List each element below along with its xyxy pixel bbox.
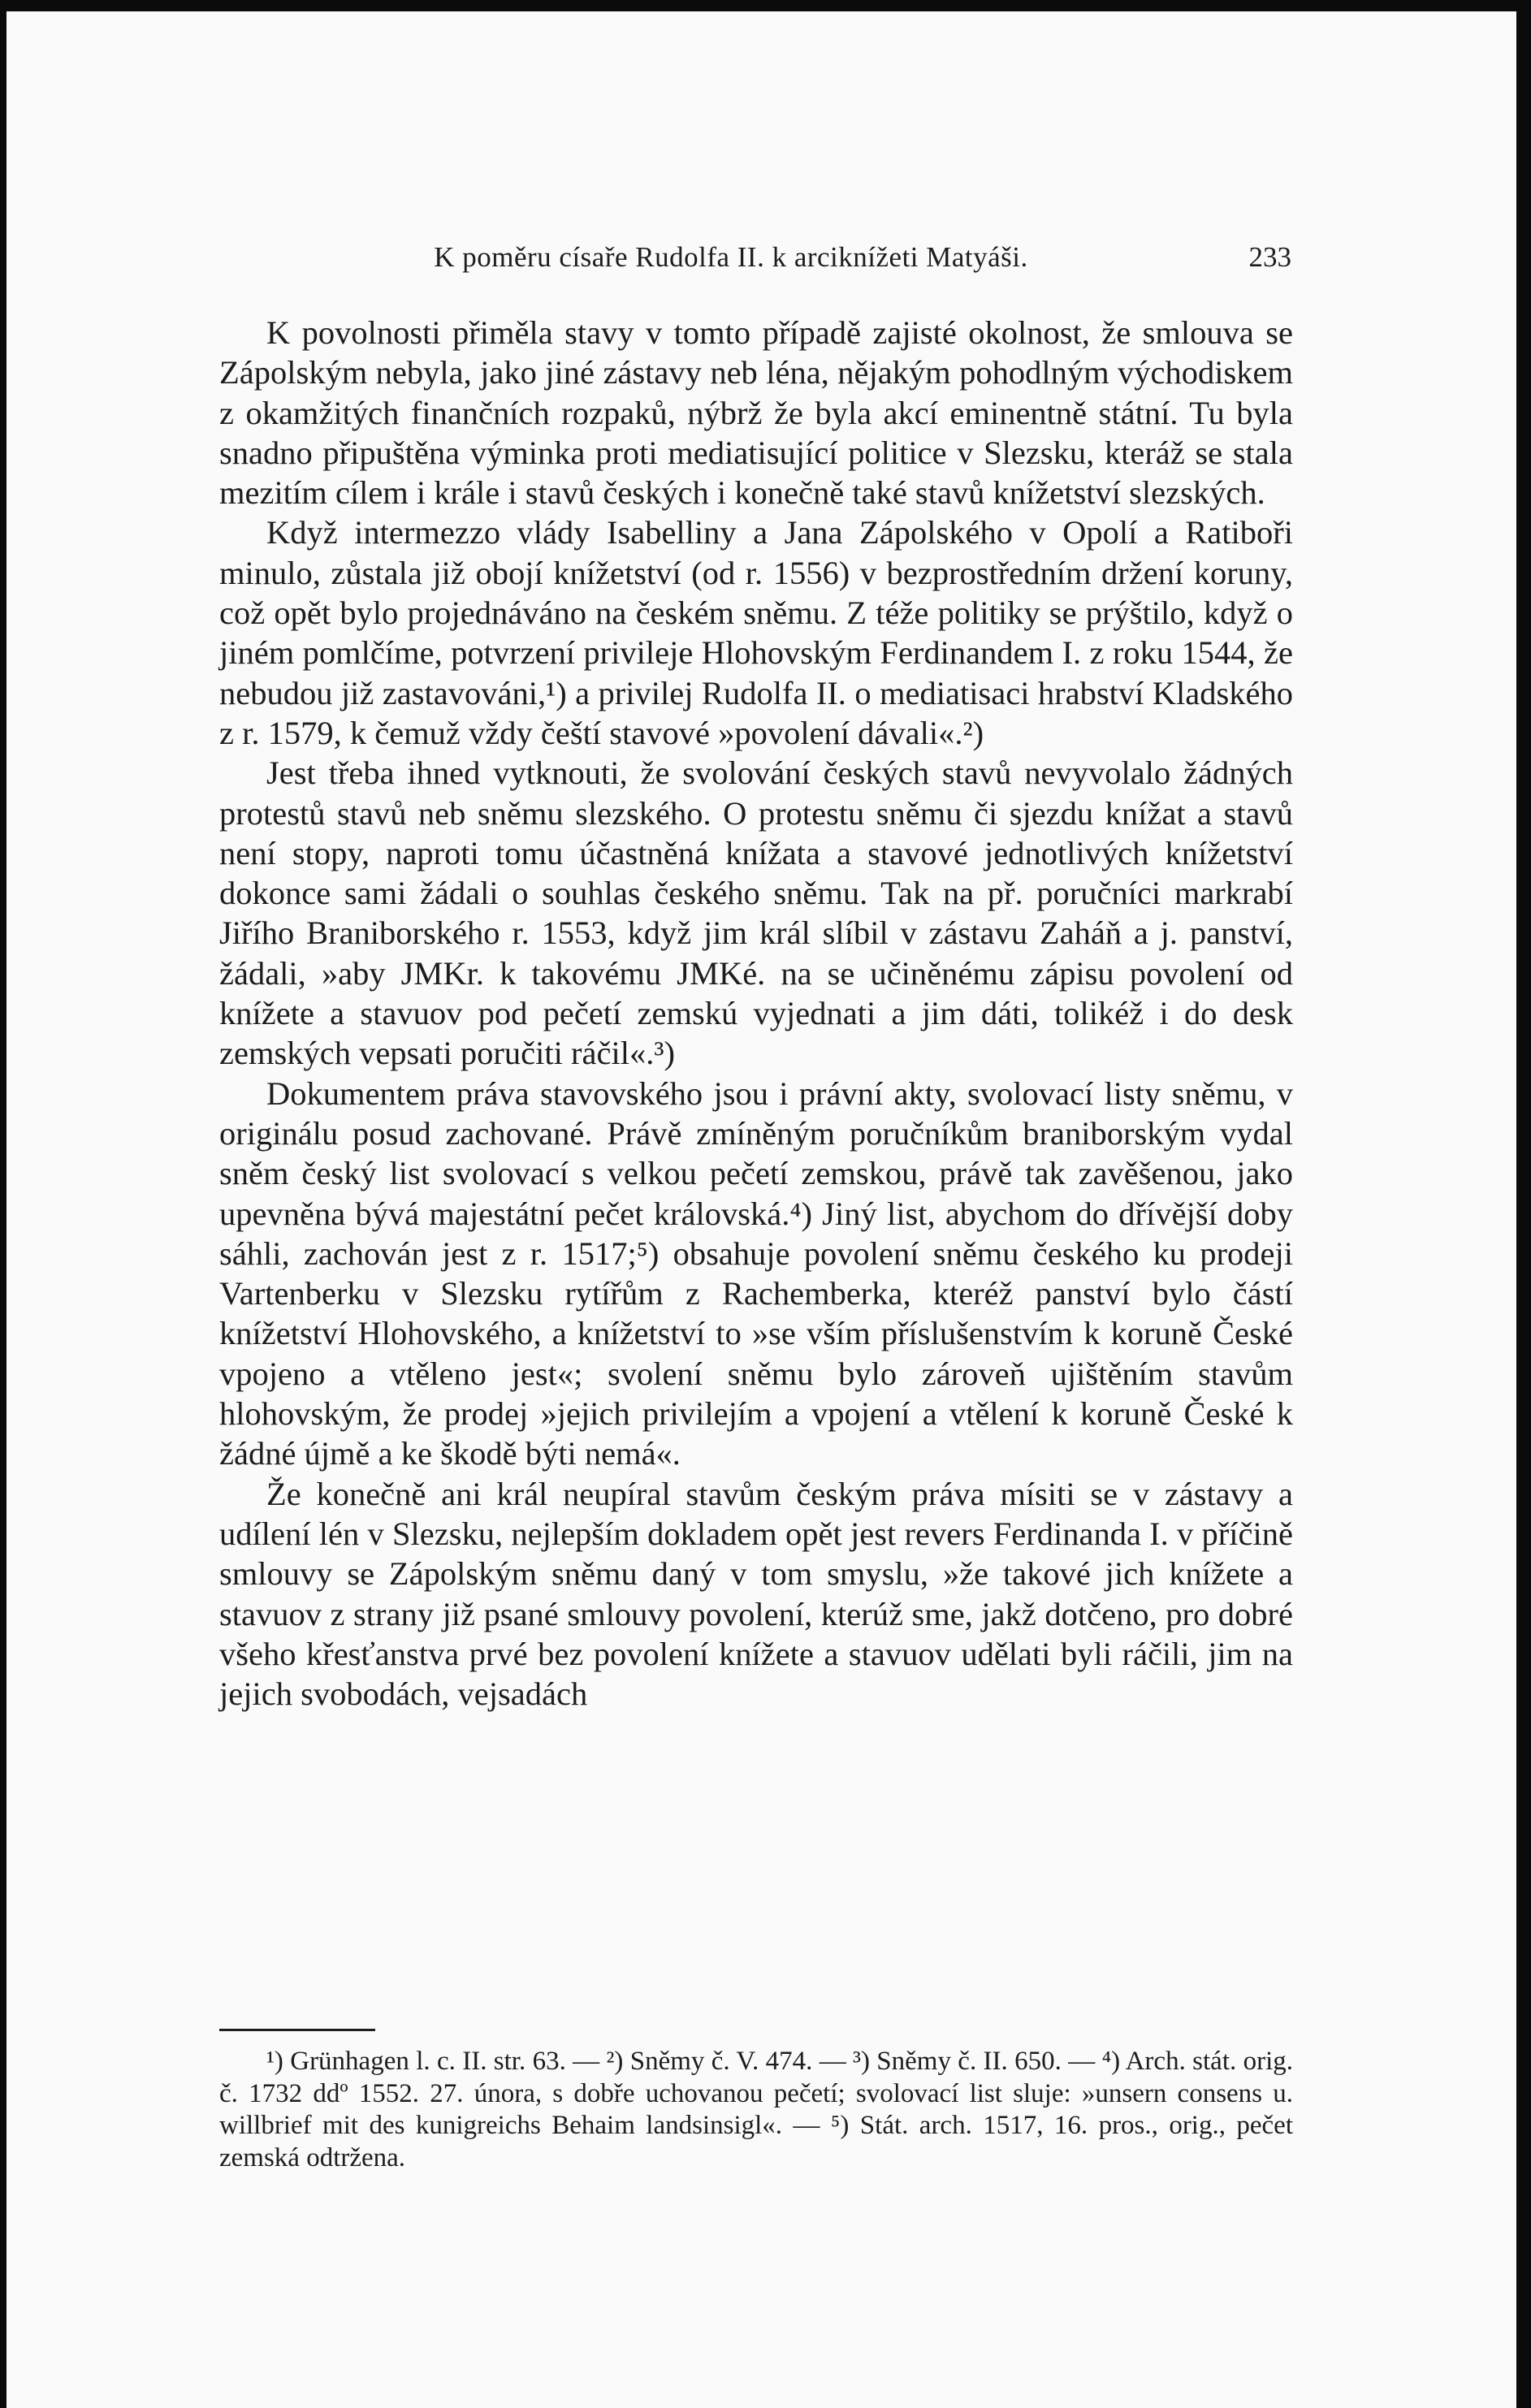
- scan-border-top: [0, 0, 1531, 11]
- paragraph: Když intermezzo vlády Isabelliny a Jana Zápolského v Opolí a Ratiboři minulo, zůstala již obojí knížetství (od r. 1556) v bezprostředním držení koruny, což opět bylo projednáváno na českém sněmu. Z téže politiky se prýštilo, když o jiném pomlčíme, potvrzení privileje Hlohovským Ferdinandem I. z roku 1544, že nebudou již zastavováni,¹) a privilej Rudolfa II. o mediatisaci hrabství Kladského z r. 1579, k čemuž vždy čeští stavové »povolení dávali«.²): [219, 514, 1293, 751]
- footnote-text: ¹) Grünhagen l. c. II. str. 63. — ²) Sněmy č. V. 474. — ³) Sněmy č. II. 650. — ⁴) Arch. stát. orig. č. 1732 ddº 1552. 27. února, s dobře uchovanou pečetí; svolovací list sluje: »unsern consens u. willbrief mit des kunigreichs Behaim landsinsigl«. — ⁵) Stát. arch. 1517, 16. pros., orig., pečet zemská odtržena.: [219, 2047, 1293, 2172]
- paragraph: K povolnosti přiměla stavy v tomto případě zajisté okolnost, že smlouva se Zápolským nebyla, jako jiné zástavy neb léna, nějakým pohodlným východiskem z okamžitých finančních rozpaků, nýbrž že byla akcí eminentně státní. Tu byla snadno připuštěna výminka proti mediatisující politice v Slezsku, kteráž se stala mezitím cílem i krále i stavů českých i konečně také stavů knížetství slezských.: [219, 314, 1293, 512]
- scan-border-right: [1516, 0, 1531, 2408]
- footnotes: [219, 2046, 1293, 2174]
- footnote-separator: [219, 2029, 375, 2031]
- page-number: 233: [1248, 241, 1291, 273]
- paragraph: Že konečně ani král neupíral stavům českým práva mísiti se v zástavy a udílení lén v Slezsku, nejlepším dokladem opět jest revers Ferdinanda I. v příčině smlouvy se Zápolským sněmu daný v tom smyslu, »že takové jich knížete a stavuov z strany již psané smlouvy povolení, kterúž sme, jakž dotčeno, pro dobré všeho křesťanstva prvé bez povolení knížete a stavuov udělati byli ráčili, jim na jejich svobodách, vejsadách: [219, 1475, 1293, 1713]
- running-title: K poměru císaře Rudolfa II. k arciknížeti Matyáši.: [434, 241, 1028, 273]
- paragraph: Jest třeba ihned vytknouti, že svolování českých stavů nevyvolalo žádných protestů stavů neb sněmu slezského. O protestu sněmu či sjezdu knížat a stavů není stopy, naproti tomu účastněná knížata a stavové jednotlivých knížetství dokonce sami žádali o souhlas českého sněmu. Tak na př. poručníci markrabí Jiřího Braniborského r. 1553, když jim král slíbil v zástavu Zaháň a j. panství, žádali, »aby JMKr. k takovému JMKé. na se učiněnému zápisu povolení od knížete a stavuov pod pečetí zemskú vyjednati a jim dáti, tolikéž i do desk zemských vepsati poručiti ráčil«.³): [219, 754, 1293, 1072]
- body-text: [219, 313, 1293, 1714]
- page-header: [264, 241, 1291, 282]
- paragraph: Dokumentem práva stavovského jsou i právní akty, svolovací listy sněmu, v originálu posud zachované. Právě zmíněným poručníkům braniborským vydal sněm český list svolovací s velkou pečetí zemskou, právě tak zavěšenou, jako upevněna bývá majestátní pečet královská.⁴) Jiný list, abychom do dřívější doby sáhli, zachován jest z r. 1517;⁵) obsahuje povolení sněmu českého ku prodeji Vartenberku v Slezsku rytířům z Rachemberka, kteréž panství bylo částí knížetství Hlohovského, a knížetství to »se vším příslušenstvím k koruně České vpojeno a vtěleno jest«; svolení sněmu bylo zároveň ujištěním stavům hlohovským, že prodej »jejich privilejím a vpojení a vtělení k koruně České k žádné újmě a ke škodě býti nemá«.: [219, 1074, 1293, 1472]
- scan-border-left: [0, 0, 6, 2408]
